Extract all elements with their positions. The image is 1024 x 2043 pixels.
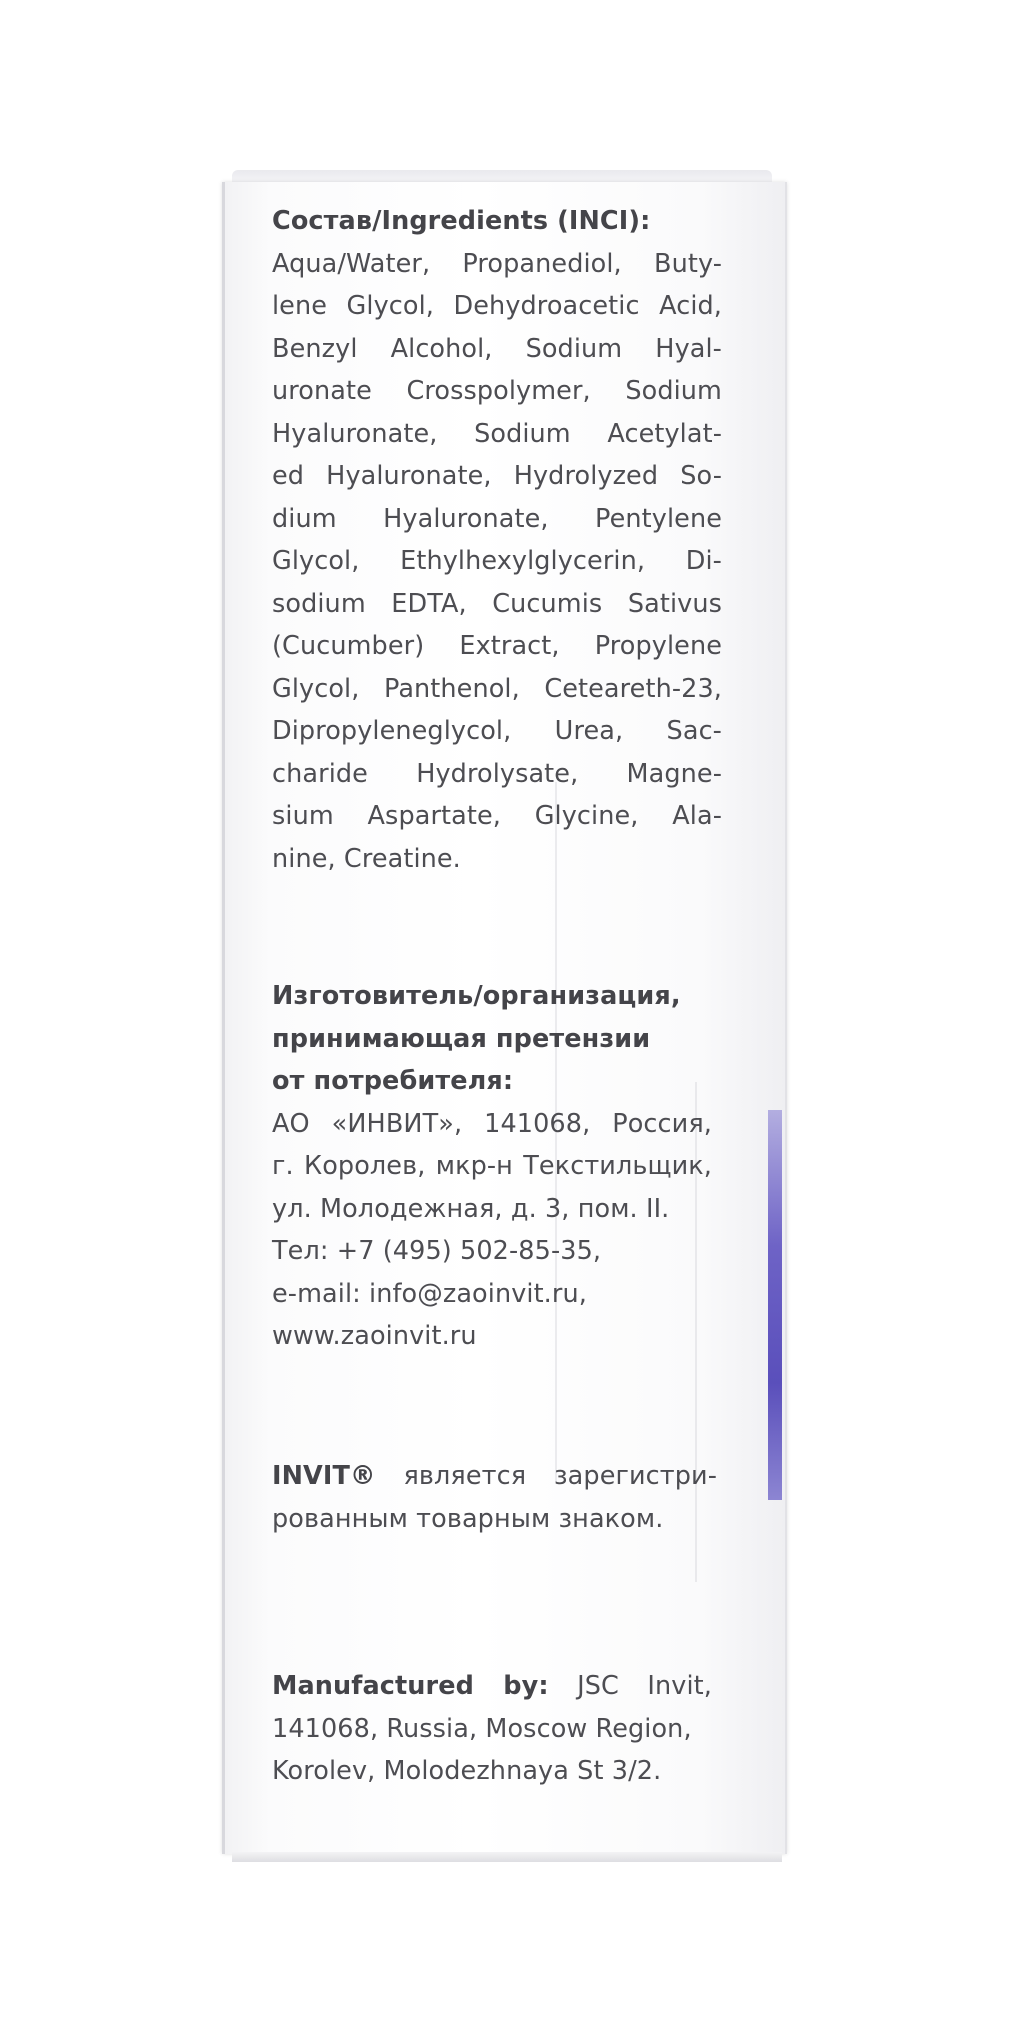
manufacturer-ru-heading: Изготовитель/организация, xyxy=(272,981,681,1011)
manufacturer-en-line: 141068, Russia, Moscow Region, xyxy=(272,1713,692,1744)
ingredients-line: uronate Crosspolymer, Sodium xyxy=(272,376,722,406)
ingredients-line: Dipropyleneglycol, Urea, Sac- xyxy=(272,716,722,746)
trademark-text: является зарегистри- xyxy=(403,1461,717,1491)
manufacturer-en-line xyxy=(272,1665,712,1708)
manufacturer-ru-heading: от потребителя: xyxy=(272,1066,514,1096)
manufacturer-ru-line: ул. Молодежная, д. 3, пом. II. xyxy=(272,1193,670,1224)
manufacturer-ru-website: www.zaoinvit.ru xyxy=(272,1321,477,1351)
manufacturer-ru-line: АО «ИНВИТ», 141068, Россия, xyxy=(272,1108,712,1139)
manufacturer-en-company: JSC Invit, xyxy=(577,1671,712,1701)
manufacturer-ru-heading: принимающая претензии xyxy=(272,1023,651,1054)
ingredients-line: Benzyl Alcohol, Sodium Hyal- xyxy=(272,333,722,364)
manufacturer-ru-block xyxy=(272,975,712,1358)
ingredients-block xyxy=(272,200,722,880)
ingredients-line: (Cucumber) Extract, Propylene xyxy=(272,631,722,661)
ingredients-line: Aqua/Water, Propanediol, Buty- xyxy=(272,248,722,279)
manufacturer-en-label: Manufactured by: xyxy=(272,1671,549,1701)
trademark-line xyxy=(272,1455,717,1498)
manufacturer-en-line: Korolev, Molodezhnaya St 3/2. xyxy=(272,1756,662,1786)
ingredients-line: charide Hydrolysate, Magne- xyxy=(272,758,722,789)
trademark-brand: INVIT® xyxy=(272,1461,376,1491)
ingredients-heading: Состав/Ingredients (INCI): xyxy=(272,206,651,236)
box-bottom-edge xyxy=(232,1852,782,1862)
ingredients-line: Glycol, Panthenol, Ceteareth-23, xyxy=(272,673,722,704)
manufacturer-ru-line: г. Королев, мкр-н Текстильщик, xyxy=(272,1151,712,1181)
manufacturer-ru-phone: Тел: +7 (495) 502-85-35, xyxy=(272,1236,602,1266)
manufacturer-ru-email: e-mail: info@zaoinvit.ru, xyxy=(272,1278,587,1309)
box-purple-edge xyxy=(768,1110,782,1500)
manufacturer-en-block xyxy=(272,1665,712,1793)
ingredients-line: nine, Creatine. xyxy=(272,843,461,874)
ingredients-line: sium Aspartate, Glycine, Ala- xyxy=(272,801,722,831)
ingredients-line: lene Glycol, Dehydroacetic Acid, xyxy=(272,291,722,321)
trademark-line: рованным товарным знаком. xyxy=(272,1503,664,1534)
ingredients-line: Hyaluronate, Sodium Acetylat- xyxy=(272,418,722,449)
ingredients-line: dium Hyaluronate, Pentylene xyxy=(272,503,722,534)
trademark-block xyxy=(272,1455,717,1540)
ingredients-line: Glycol, Ethylhexylglycerin, Di- xyxy=(272,546,722,576)
ingredients-line: sodium EDTA, Cucumis Sativus xyxy=(272,588,722,619)
ingredients-line: ed Hyaluronate, Hydrolyzed So- xyxy=(272,461,722,491)
